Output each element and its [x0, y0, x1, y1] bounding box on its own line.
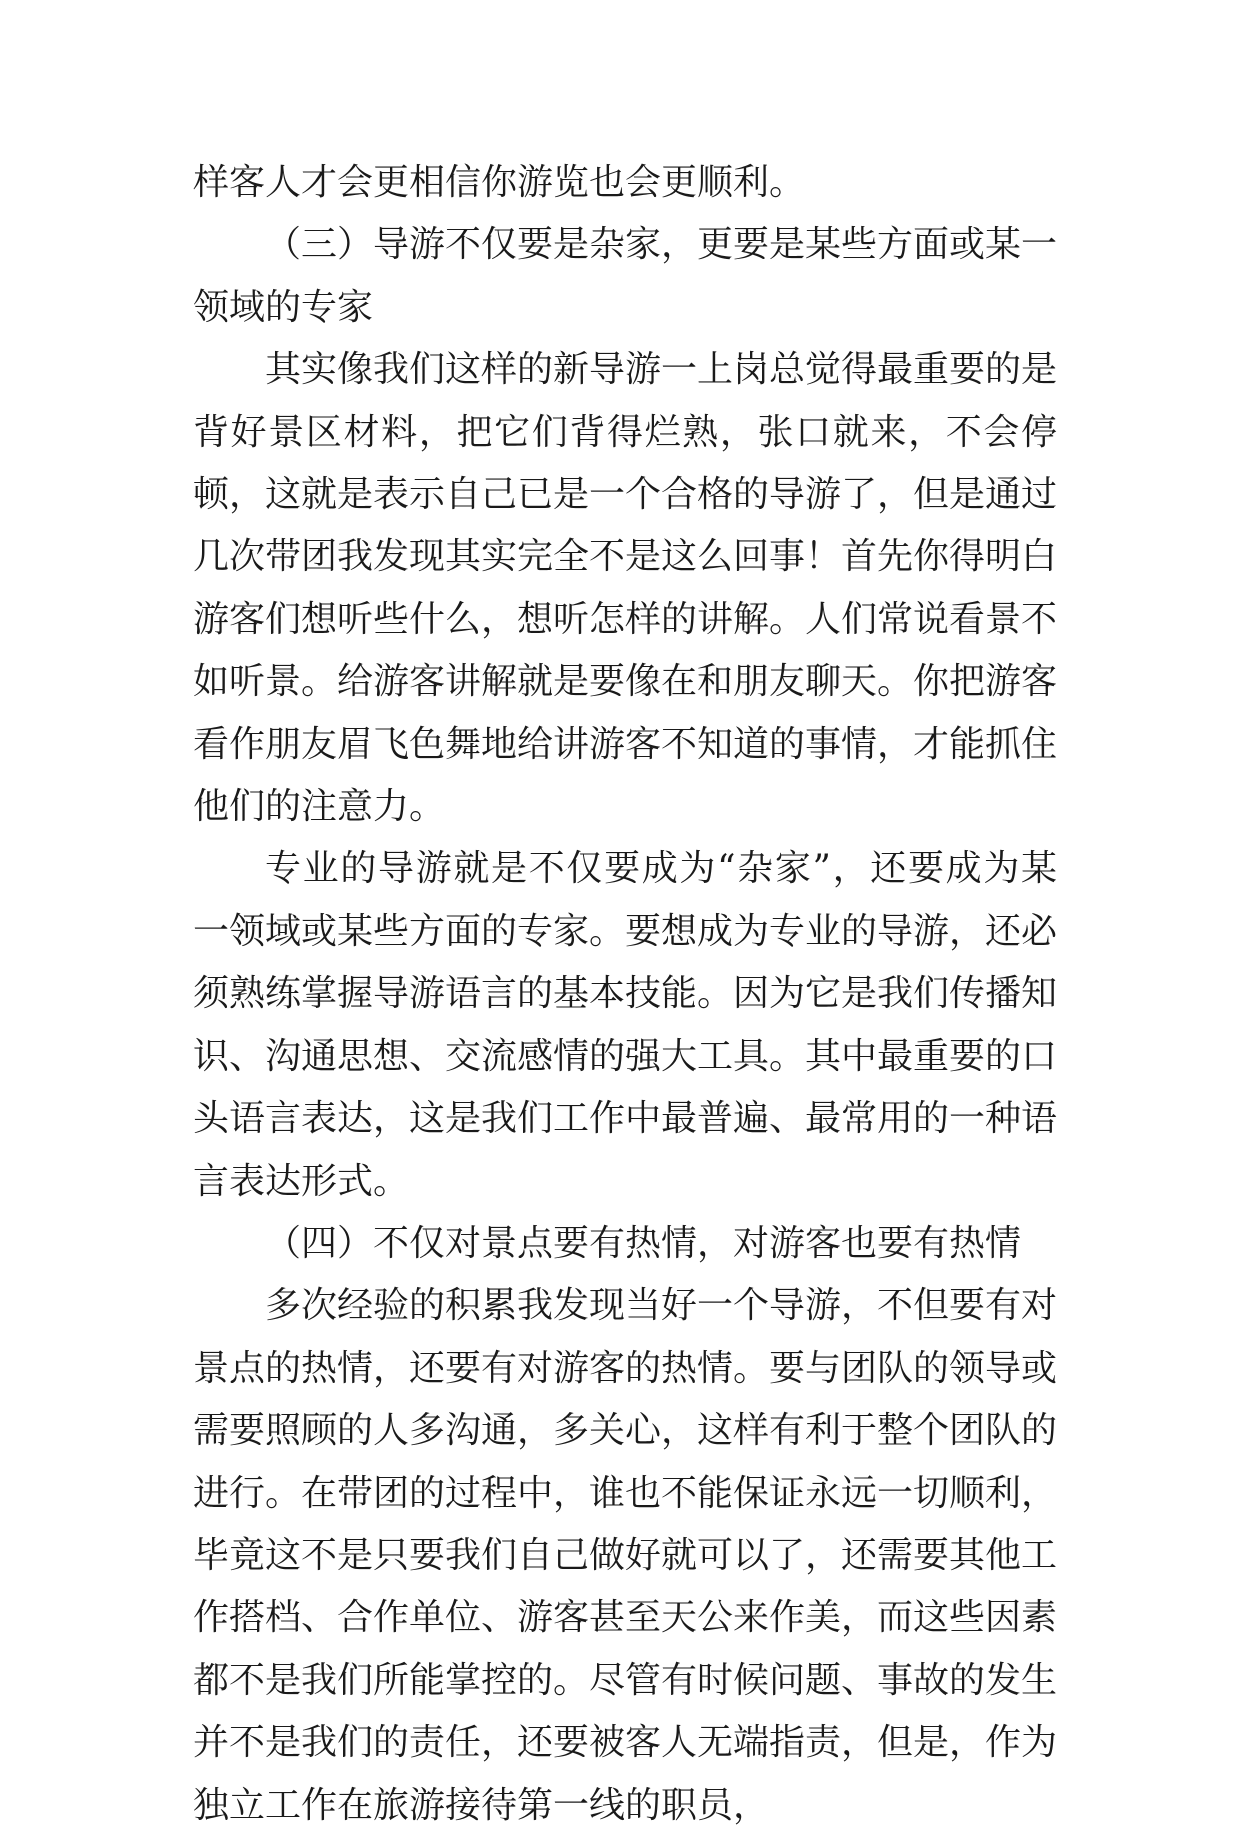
document-body	[193, 152, 1057, 1837]
paragraph-new-guide: 其实像我们这样的新导游一上岗总觉得最重要的是背好景区材料，把它们背得烂熟，张口就来，不会停顿，这就是表示自己已是一个合格的导游了，但是通过几次带团我发现其实完全不是这么回事！首先你得明白游客们想听些什么，想听怎样的讲解。人们常说看景不如听景。给游客讲解就是要像在和朋友聊天。你把游客看作朋友眉飞色舞地给讲游客不知道的事情，才能抓住他们的注意力。	[193, 349, 1058, 828]
paragraph-professional-guide: 专业的导游就是不仅要成为“杂家”，还要成为某一领域或某些方面的专家。要想成为专业的导游，还必须熟练掌握导游语言的基本技能。因为它是我们传播知识、沟通思想、交流感情的强大工具。其中最重要的口头语言表达，这是我们工作中最普遍、最常用的一种语言表达形式。	[193, 848, 1058, 1202]
section-heading-4: （四）不仅对景点要有热情，对游客也要有热情	[265, 1222, 1022, 1264]
section-heading-3: （三）导游不仅要是杂家，更要是某些方面或某一领域的专家	[193, 224, 1058, 328]
paragraph-enthusiasm: 多次经验的积累我发现当好一个导游，不但要有对景点的热情，还要有对游客的热情。要与团队的领导或需要照顾的人多沟通，多关心，这样有利于整个团队的进行。在带团的过程中，谁也不能保证永远一切顺利，毕竟这不是只要我们自己做好就可以了，还需要其他工作搭档、合作单位、游客甚至天公来作美，而这些因素都不是我们所能掌控的。尽管有时候问题、事故的发生并不是我们的责任，还要被客人无端指责，但是，作为独立工作在旅游接待第一线的职员，	[193, 1285, 1058, 1826]
paragraph-continuation: 样客人才会更相信你游览也会更顺利。	[193, 162, 806, 203]
